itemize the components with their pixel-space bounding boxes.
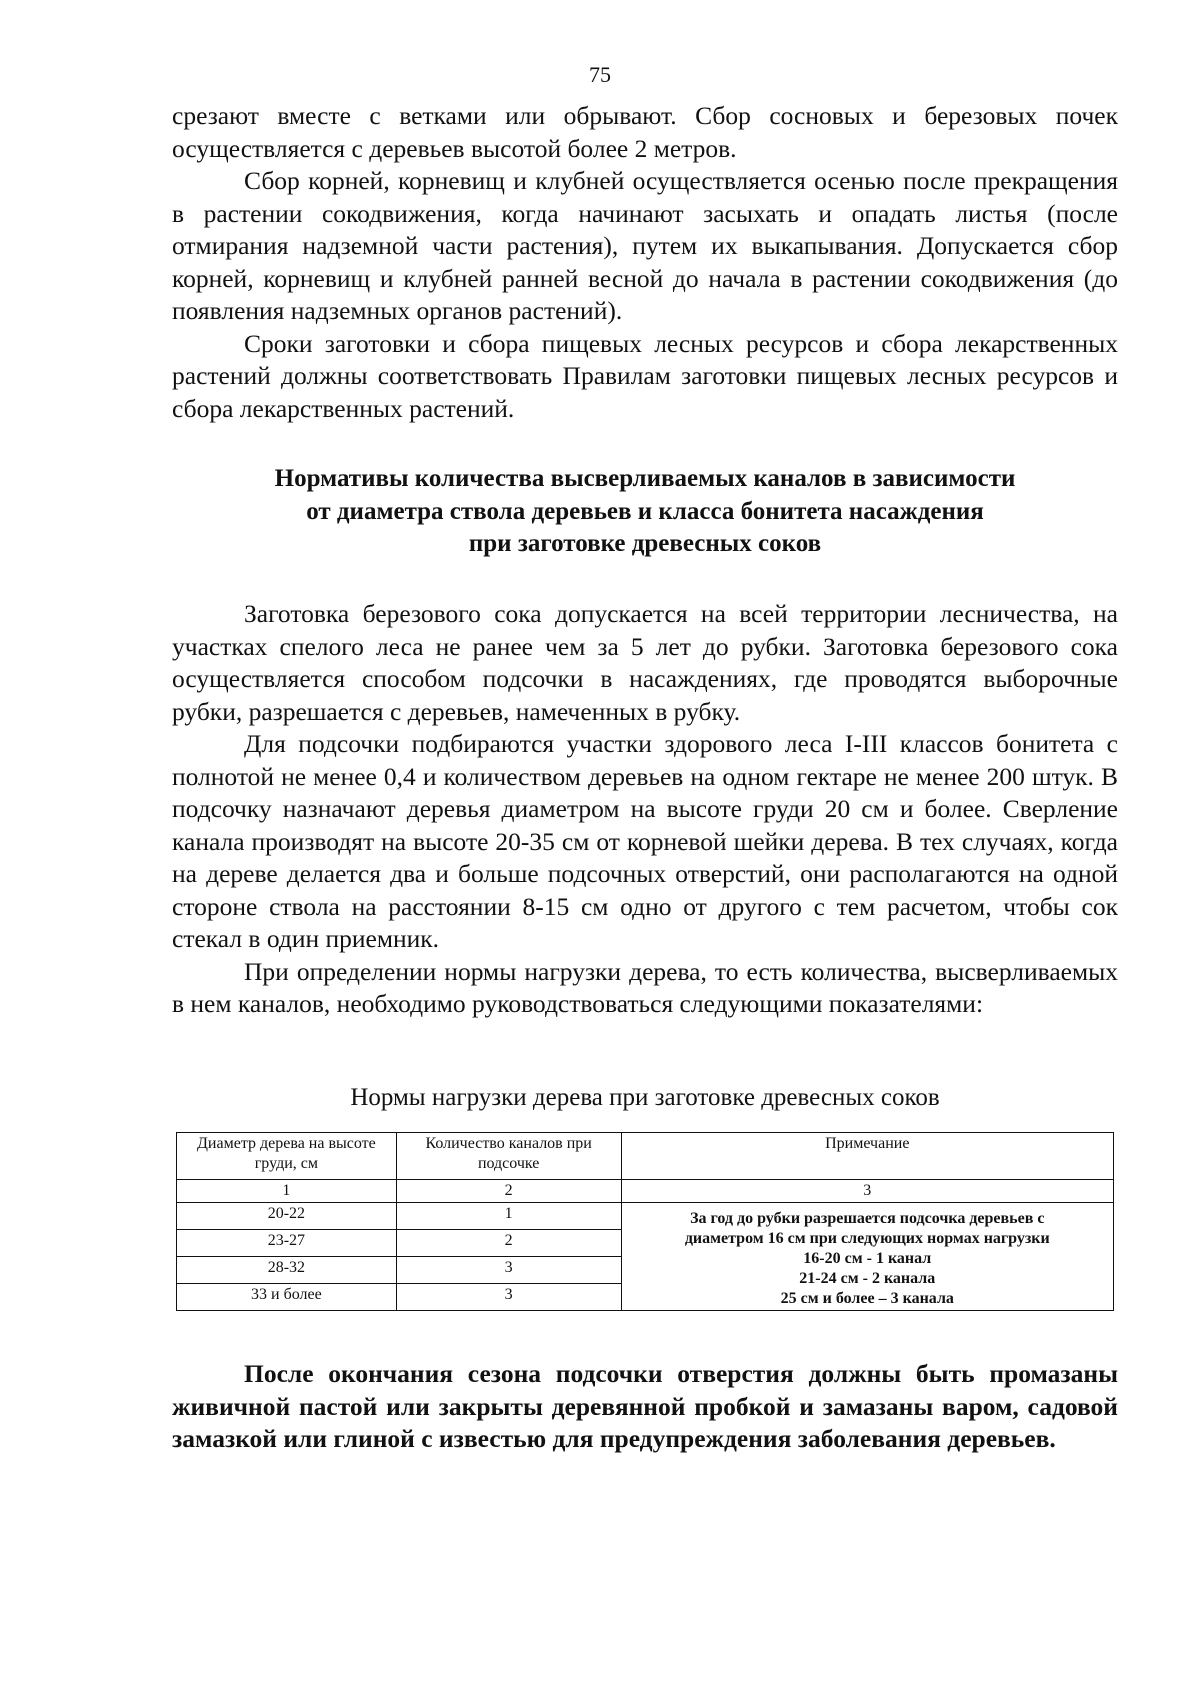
column-number: 3 — [621, 1180, 1113, 1203]
sap-text-block — [172, 598, 1118, 1021]
paragraph-closing: После окончания сезона подсочки отверстия должны быть промазаны живичной пастой или закрыты деревянной пробкой и замазаны варом, садовой замазкой или глиной с известью для предупреждения заболевания деревьев. — [172, 1359, 1118, 1453]
page-number: 75 — [589, 62, 611, 87]
heading-line-2: от диаметра ствола деревьев и класса бонитета насаждения — [306, 497, 984, 525]
paragraph-load-norms: При определении нормы нагрузки дерева, то есть количества, высверливаемых в нем каналов, необходимо руководствоваться следующими показателями: — [172, 956, 1118, 1018]
heading-line-1: Нормативы количества высверливаемых каналов в зависимости — [274, 465, 1016, 492]
paragraph-birch-sap: Заготовка березового сока допускается на всей территории лесничества, на участках спелого леса не ранее чем за 5 лет до рубки. Заготовка березового сока осуществляется способом подсочки в насаждениях, где проводятся выборочные рубки, разрешается с деревьев, намеченных в рубку. — [172, 599, 1118, 726]
section-heading — [172, 463, 1118, 561]
channels-cell: 1 — [396, 1203, 621, 1230]
note-line: 21-24 см - 2 канала — [799, 1270, 936, 1287]
channels-cell: 3 — [396, 1284, 621, 1311]
channels-cell: 3 — [396, 1257, 621, 1284]
note-line: 16-20 см - 1 канал — [803, 1250, 932, 1267]
table-header-row — [177, 1133, 1114, 1180]
paragraph-roots-harvest: Сбор корней, корневищ и клубней осуществляется осенью после прекращения в растении сокодвижения, когда начинают засыхать и опадать листья (после отмирания надземной части растения), путем их выкапывания. Допускается сбор корней, корневищ и клубней ранней весной до начала в растении сокодвижения (до появления надземных органов растений). — [172, 166, 1118, 325]
note-line: За год до рубки разрешается подсочка деревьев с — [690, 1210, 1045, 1227]
diameter-cell: 28-32 — [177, 1257, 397, 1284]
note-line: диаметром 16 см при следующих нормах нагрузки — [684, 1230, 1050, 1247]
table-row — [177, 1203, 1114, 1230]
header-note: Примечание — [621, 1133, 1113, 1180]
intro-text-block — [172, 100, 1118, 425]
paragraph-tapping-selection: Для подсочки подбираются участки здорового леса I-III классов бонитета с полнотой не менее 0,4 и количеством деревьев на одном гектаре не менее 200 штук. В подсочку назначают деревья диаметром на высоте груди 20 см и более. Сверление канала производят на высоте 20-35 см от корневой шейки дерева. В тех случаях, когда на дереве делается два и больше подсочных отверстий, они располагаются на одной стороне ствола на расстоянии 8-15 см одно от другого с тем расчетом, чтобы сок стекал в один приемник. — [172, 729, 1118, 953]
table-caption: Нормы нагрузки дерева при заготовке древесных соков — [350, 1084, 940, 1111]
paragraph-harvest-terms: Сроки заготовки и сбора пищевых лесных ресурсов и сбора лекарственных растений должны соответствовать Правилам заготовки пищевых лесных ресурсов и сбора лекарственных растений. — [172, 328, 1118, 423]
norms-table — [176, 1132, 1114, 1311]
note-line: 25 см и более – 3 канала — [780, 1290, 954, 1307]
table-column-numbers-row — [177, 1180, 1114, 1203]
diameter-cell: 20-22 — [177, 1203, 397, 1230]
channels-cell: 2 — [396, 1230, 621, 1257]
paragraph-continuation: срезают вместе с ветками или обрывают. Сбор сосновых и березовых почек осуществляется с деревьев высотой более 2 метров. — [172, 101, 1118, 163]
closing-text-block — [172, 1358, 1118, 1456]
column-number: 1 — [177, 1180, 397, 1203]
diameter-cell: 23-27 — [177, 1230, 397, 1257]
column-number: 2 — [396, 1180, 621, 1203]
header-channels: Количество каналов при подсочке — [396, 1133, 621, 1180]
header-diameter: Диаметр дерева на высоте груди, см — [177, 1133, 397, 1180]
note-cell — [621, 1203, 1113, 1311]
diameter-cell: 33 и более — [177, 1284, 397, 1311]
heading-line-3: при заготовке древесных соков — [468, 530, 822, 557]
